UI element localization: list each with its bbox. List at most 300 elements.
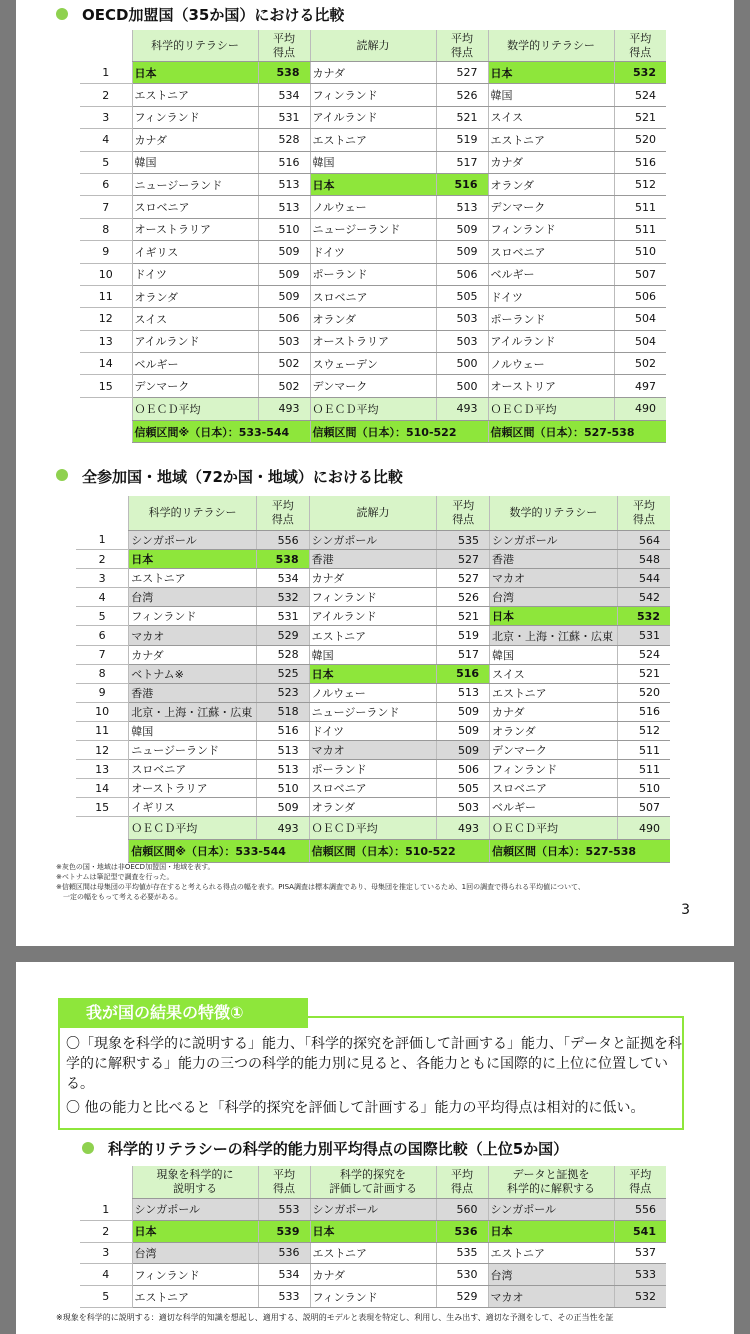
score-cell: 527: [437, 569, 490, 588]
country-cell: 韓国: [309, 645, 437, 664]
confidence-interval-cell: 信頼区間（日本）：527-538: [488, 420, 666, 442]
score-cell: 511: [614, 218, 666, 240]
country-cell: ニュージーランド: [310, 218, 436, 240]
score-cell: 512: [617, 721, 670, 740]
table-row: [80, 196, 666, 218]
score-cell: 534: [258, 84, 310, 106]
table-row: [80, 129, 666, 151]
country-cell: シンガポール: [490, 531, 618, 550]
rank-cell: 5: [80, 1286, 132, 1308]
score-cell: 505: [436, 285, 488, 307]
country-cell: ベトナム※: [129, 664, 257, 683]
country-cell: カナダ: [310, 1264, 436, 1286]
score-cell: 538: [256, 550, 309, 569]
score-cell: 500: [436, 375, 488, 397]
score-cell: 509: [437, 721, 490, 740]
rank-cell: 7: [80, 196, 132, 218]
finding-paragraph-1: 〇「現象を科学的に説明する」能力、「科学的探究を評価して計画する」能力、「データと証拠を科学的に解釈する」能力の三つの科学的能力別に見ると、各能力ともに国際的に上位に位置している。: [66, 1036, 682, 1092]
score-cell: 564: [617, 531, 670, 550]
country-cell: ベルギー: [132, 353, 258, 375]
country-cell: エストニア: [310, 1242, 436, 1264]
score-cell: 518: [256, 702, 309, 721]
rank-cell: 9: [76, 683, 129, 702]
country-cell: スイス: [488, 106, 614, 128]
rank-cell: 15: [76, 798, 129, 817]
country-cell: デンマーク: [488, 196, 614, 218]
header-blank-cell: [80, 1166, 132, 1199]
country-cell: 日本: [132, 62, 258, 84]
confidence-interval-cell: 信頼区間※（日本）：533-544: [129, 840, 309, 862]
score-cell: 505: [437, 779, 490, 798]
country-cell: ベルギー: [490, 798, 618, 817]
country-cell: デンマーク: [310, 375, 436, 397]
score-cell: 513: [258, 196, 310, 218]
score-cell: 510: [614, 241, 666, 263]
score-cell: 520: [617, 683, 670, 702]
country-cell: スロベニア: [129, 760, 257, 779]
table-row: [80, 1286, 666, 1308]
country-cell: フィンランド: [488, 218, 614, 240]
score-cell: 520: [614, 129, 666, 151]
score-cell: 503: [258, 330, 310, 352]
rank-cell: 6: [76, 626, 129, 645]
country-cell: 韓国: [490, 645, 618, 664]
table-row: [76, 702, 670, 721]
rank-cell: 3: [80, 106, 132, 128]
table-header-row: [76, 496, 670, 531]
score-cell: 509: [258, 263, 310, 285]
country-cell: オランダ: [490, 721, 618, 740]
table-row: [76, 664, 670, 683]
confidence-interval-cell: 信頼区間（日本）：510-522: [310, 420, 488, 442]
table-row: [80, 106, 666, 128]
country-cell: ノルウェー: [488, 353, 614, 375]
footnote-line: ※灰色の国・地域は非OECD加盟国・地域を表す。: [56, 863, 215, 871]
confidence-interval-row: [76, 840, 670, 862]
rank-cell: 3: [76, 569, 129, 588]
country-cell: カナダ: [129, 645, 257, 664]
column-header: 読解力: [310, 30, 436, 62]
country-cell: 台湾: [129, 588, 257, 607]
country-cell: アイルランド: [309, 607, 437, 626]
score-cell: 526: [436, 84, 488, 106]
score-cell: 532: [614, 1286, 666, 1308]
country-cell: エストニア: [129, 569, 257, 588]
score-cell: 521: [437, 607, 490, 626]
table-row: [80, 353, 666, 375]
average-score-cell: 493: [437, 817, 490, 840]
rank-cell: 12: [76, 741, 129, 760]
column-header: 数学的リテラシー: [490, 496, 618, 531]
rank-cell: 12: [80, 308, 132, 330]
score-cell: 513: [256, 741, 309, 760]
score-cell: 548: [617, 550, 670, 569]
score-cell: 532: [256, 588, 309, 607]
country-cell: 韓国: [129, 721, 257, 740]
country-cell: アイルランド: [310, 106, 436, 128]
score-cell: 509: [258, 285, 310, 307]
rank-cell: 5: [80, 151, 132, 173]
section-title-oecd: OECD加盟国（35か国）における比較: [82, 6, 345, 24]
all-countries-comparison-table: [76, 496, 670, 863]
country-cell: 北京・上海・江蘇・広東: [490, 626, 618, 645]
country-cell: 韓国: [488, 84, 614, 106]
table-row: [80, 1242, 666, 1264]
average-score-cell: 493: [436, 397, 488, 420]
table-row: [80, 308, 666, 330]
country-cell: イギリス: [129, 798, 257, 817]
column-header: 平均 得点: [617, 496, 670, 531]
score-cell: 513: [258, 173, 310, 195]
average-label-cell: ＯＥＣＤ平均: [488, 397, 614, 420]
country-cell: オーストリア: [488, 375, 614, 397]
rank-cell: 1: [76, 531, 129, 550]
score-cell: 506: [614, 285, 666, 307]
score-cell: 506: [436, 263, 488, 285]
country-cell: マカオ: [490, 569, 618, 588]
rank-cell: 14: [76, 779, 129, 798]
rank-cell: 8: [80, 218, 132, 240]
score-cell: 556: [256, 531, 309, 550]
country-cell: ドイツ: [132, 263, 258, 285]
table-row: [80, 151, 666, 173]
country-cell: ニュージーランド: [132, 173, 258, 195]
score-cell: 503: [436, 330, 488, 352]
score-cell: 533: [614, 1264, 666, 1286]
score-cell: 509: [258, 241, 310, 263]
country-cell: シンガポール: [309, 531, 437, 550]
rank-cell: 4: [80, 129, 132, 151]
bullet-icon: [56, 469, 68, 481]
score-cell: 513: [436, 196, 488, 218]
score-cell: 502: [258, 375, 310, 397]
column-header: 平均 得点: [258, 30, 310, 62]
country-cell: カナダ: [310, 62, 436, 84]
section-title-ability: 科学的リテラシーの科学的能力別平均得点の国際比較（上位5か国）: [108, 1140, 569, 1158]
score-cell: 511: [617, 741, 670, 760]
column-header: 平均 得点: [437, 496, 490, 531]
country-cell: ドイツ: [310, 241, 436, 263]
country-cell: ポーランド: [310, 263, 436, 285]
table-row: [76, 531, 670, 550]
country-cell: ニュージーランド: [129, 741, 257, 760]
country-cell: アイルランド: [132, 330, 258, 352]
score-cell: 516: [437, 664, 490, 683]
country-cell: ニュージーランド: [309, 702, 437, 721]
table-row: [76, 721, 670, 740]
country-cell: エストニア: [488, 1242, 614, 1264]
country-cell: シンガポール: [129, 531, 257, 550]
table-row: [76, 683, 670, 702]
country-cell: エストニア: [132, 1286, 258, 1308]
country-cell: エストニア: [132, 84, 258, 106]
score-cell: 556: [614, 1199, 666, 1221]
bullet-icon: [82, 1142, 94, 1154]
country-cell: カナダ: [488, 151, 614, 173]
column-header: 平均 得点: [614, 1166, 666, 1199]
score-cell: 538: [258, 62, 310, 84]
score-cell: 527: [437, 550, 490, 569]
findings-tab-label: 我が国の結果の特徴①: [58, 998, 308, 1028]
score-cell: 506: [437, 760, 490, 779]
score-cell: 519: [437, 626, 490, 645]
column-header: 科学的リテラシー: [129, 496, 257, 531]
country-cell: 日本: [310, 1220, 436, 1242]
country-cell: ポーランド: [488, 308, 614, 330]
country-cell: フィンランド: [132, 106, 258, 128]
score-cell: 521: [614, 106, 666, 128]
footnote-line: ※ベトナムは筆記型で調査を行った。: [56, 873, 174, 881]
country-cell: 台湾: [490, 588, 618, 607]
average-label-cell: ＯＥＣＤ平均: [129, 817, 257, 840]
country-cell: フィンランド: [129, 607, 257, 626]
header-blank-cell: [76, 496, 129, 531]
page-number: 3: [681, 902, 690, 918]
oecd-average-row: [76, 817, 670, 840]
score-cell: 513: [437, 683, 490, 702]
country-cell: アイルランド: [488, 330, 614, 352]
country-cell: スロベニア: [488, 241, 614, 263]
country-cell: ドイツ: [309, 721, 437, 740]
country-cell: オーストラリア: [310, 330, 436, 352]
country-cell: エストニア: [309, 626, 437, 645]
score-cell: 553: [258, 1199, 310, 1221]
footnote-line: 一定の幅をもって考える必要がある。: [56, 893, 182, 901]
score-cell: 534: [256, 569, 309, 588]
average-label-cell: ＯＥＣＤ平均: [309, 817, 437, 840]
country-cell: エストニア: [488, 129, 614, 151]
score-cell: 519: [436, 129, 488, 151]
rank-cell: 7: [76, 645, 129, 664]
confidence-interval-cell: 信頼区間※（日本）：533-544: [132, 420, 310, 442]
score-cell: 527: [436, 62, 488, 84]
country-cell: ノルウェー: [310, 196, 436, 218]
country-cell: 日本: [490, 607, 618, 626]
table-row: [80, 218, 666, 240]
column-header: 科学的リテラシー: [132, 30, 258, 62]
oecd-average-row: [80, 397, 666, 420]
score-cell: 531: [258, 106, 310, 128]
country-cell: フィンランド: [310, 1286, 436, 1308]
score-cell: 517: [437, 645, 490, 664]
table-row: [76, 626, 670, 645]
country-cell: エストニア: [310, 129, 436, 151]
country-cell: デンマーク: [490, 741, 618, 760]
rank-cell: 4: [76, 588, 129, 607]
score-cell: 531: [617, 626, 670, 645]
table-row: [76, 779, 670, 798]
section-title-all-countries: 全参加国・地域（72か国・地域）における比較: [82, 468, 403, 486]
table-row: [80, 1199, 666, 1221]
country-cell: 日本: [488, 62, 614, 84]
score-cell: 536: [258, 1242, 310, 1264]
country-cell: カナダ: [490, 702, 618, 721]
score-cell: 525: [256, 664, 309, 683]
oecd-comparison-table: [80, 30, 666, 443]
rank-cell: 5: [76, 607, 129, 626]
score-cell: 503: [436, 308, 488, 330]
column-header: 科学的探究を 評価して計画する: [310, 1166, 436, 1199]
score-cell: 526: [437, 588, 490, 607]
rank-cell: 2: [76, 550, 129, 569]
score-cell: 535: [436, 1242, 488, 1264]
rank-cell: 15: [80, 375, 132, 397]
blank-cell: [80, 397, 132, 420]
table-row: [80, 173, 666, 195]
score-cell: 516: [258, 151, 310, 173]
table-row: [80, 330, 666, 352]
score-cell: 529: [436, 1286, 488, 1308]
score-cell: 506: [258, 308, 310, 330]
score-cell: 524: [617, 645, 670, 664]
rank-cell: 2: [80, 1220, 132, 1242]
score-cell: 537: [614, 1242, 666, 1264]
score-cell: 535: [437, 531, 490, 550]
country-cell: 日本: [488, 1220, 614, 1242]
country-cell: フィンランド: [310, 84, 436, 106]
country-cell: マカオ: [309, 741, 437, 760]
country-cell: シンガポール: [132, 1199, 258, 1221]
bullet-icon: [56, 8, 68, 20]
score-cell: 509: [437, 702, 490, 721]
column-header: 平均 得点: [614, 30, 666, 62]
score-cell: 500: [436, 353, 488, 375]
score-cell: 516: [436, 173, 488, 195]
average-score-cell: 493: [258, 397, 310, 420]
table-row: [80, 1220, 666, 1242]
score-cell: 534: [258, 1264, 310, 1286]
score-cell: 539: [258, 1220, 310, 1242]
country-cell: カナダ: [132, 129, 258, 151]
score-cell: 507: [614, 263, 666, 285]
score-cell: 504: [614, 330, 666, 352]
score-cell: 541: [614, 1220, 666, 1242]
rank-cell: 1: [80, 1199, 132, 1221]
score-cell: 516: [617, 702, 670, 721]
column-header: 平均 得点: [258, 1166, 310, 1199]
country-cell: ノルウェー: [309, 683, 437, 702]
score-cell: 511: [614, 196, 666, 218]
header-blank-cell: [80, 30, 132, 62]
rank-cell: 11: [76, 721, 129, 740]
country-cell: ポーランド: [309, 760, 437, 779]
country-cell: オーストラリア: [129, 779, 257, 798]
country-cell: マカオ: [129, 626, 257, 645]
country-cell: スロベニア: [310, 285, 436, 307]
document-page-1: [16, 0, 734, 946]
rank-cell: 9: [80, 241, 132, 263]
score-cell: 511: [617, 760, 670, 779]
score-cell: 503: [437, 798, 490, 817]
score-cell: 510: [617, 779, 670, 798]
country-cell: フィンランド: [309, 588, 437, 607]
score-cell: 509: [256, 798, 309, 817]
country-cell: 香港: [490, 550, 618, 569]
column-header: 数学的リテラシー: [488, 30, 614, 62]
score-cell: 509: [436, 241, 488, 263]
blank-cell: [76, 817, 129, 840]
country-cell: 韓国: [132, 151, 258, 173]
country-cell: スロベニア: [309, 779, 437, 798]
country-cell: ベルギー: [488, 263, 614, 285]
table-row: [76, 550, 670, 569]
country-cell: スイス: [490, 664, 618, 683]
blank-cell: [80, 420, 132, 442]
average-score-cell: 490: [614, 397, 666, 420]
country-cell: シンガポール: [488, 1199, 614, 1221]
score-cell: 502: [258, 353, 310, 375]
country-cell: スイス: [132, 308, 258, 330]
country-cell: デンマーク: [132, 375, 258, 397]
table-row: [80, 1264, 666, 1286]
table-row: [76, 760, 670, 779]
table-row: [80, 241, 666, 263]
country-cell: ドイツ: [488, 285, 614, 307]
footnotes: [56, 862, 585, 902]
score-cell: 521: [436, 106, 488, 128]
score-cell: 542: [617, 588, 670, 607]
rank-cell: 2: [80, 84, 132, 106]
country-cell: イギリス: [132, 241, 258, 263]
country-cell: マカオ: [488, 1286, 614, 1308]
score-cell: 512: [614, 173, 666, 195]
rank-cell: 13: [80, 330, 132, 352]
column-header: 平均 得点: [436, 30, 488, 62]
rank-cell: 4: [80, 1264, 132, 1286]
score-cell: 533: [258, 1286, 310, 1308]
country-cell: オランダ: [310, 308, 436, 330]
country-cell: スロベニア: [132, 196, 258, 218]
score-cell: 504: [614, 308, 666, 330]
score-cell: 517: [436, 151, 488, 173]
average-label-cell: ＯＥＣＤ平均: [132, 397, 258, 420]
average-score-cell: 493: [256, 817, 309, 840]
country-cell: カナダ: [309, 569, 437, 588]
average-label-cell: ＯＥＣＤ平均: [310, 397, 436, 420]
score-cell: 532: [614, 62, 666, 84]
rank-cell: 14: [80, 353, 132, 375]
country-cell: スロベニア: [490, 779, 618, 798]
score-cell: 560: [436, 1199, 488, 1221]
table-row: [76, 588, 670, 607]
score-cell: 513: [256, 760, 309, 779]
country-cell: フィンランド: [132, 1264, 258, 1286]
column-header: 平均 得点: [436, 1166, 488, 1199]
country-cell: 香港: [129, 683, 257, 702]
column-header: データと証拠を 科学的に解釈する: [488, 1166, 614, 1199]
rank-cell: 10: [76, 702, 129, 721]
score-cell: 516: [256, 721, 309, 740]
table-row: [80, 62, 666, 84]
rank-cell: 10: [80, 263, 132, 285]
country-cell: エストニア: [490, 683, 618, 702]
column-header: 現象を科学的に 説明する: [132, 1166, 258, 1199]
table-header-row: [80, 1166, 666, 1199]
rank-cell: 1: [80, 62, 132, 84]
confidence-interval-cell: 信頼区間（日本）：510-522: [309, 840, 489, 862]
country-cell: フィンランド: [490, 760, 618, 779]
score-cell: 509: [436, 218, 488, 240]
country-cell: オランダ: [132, 285, 258, 307]
ability-comparison-table: [80, 1166, 666, 1308]
rank-cell: 13: [76, 760, 129, 779]
confidence-interval-row: [80, 420, 666, 442]
table-row: [76, 741, 670, 760]
country-cell: スウェーデン: [310, 353, 436, 375]
definition-footnote: ※現象を科学的に説明する：適切な科学的知識を想起し、適用する、説明的モデルと表現を特定し、利用し、生み出す、適切な予測をして、その正当性を証: [56, 1313, 614, 1322]
table-row: [80, 285, 666, 307]
table-row: [76, 798, 670, 817]
